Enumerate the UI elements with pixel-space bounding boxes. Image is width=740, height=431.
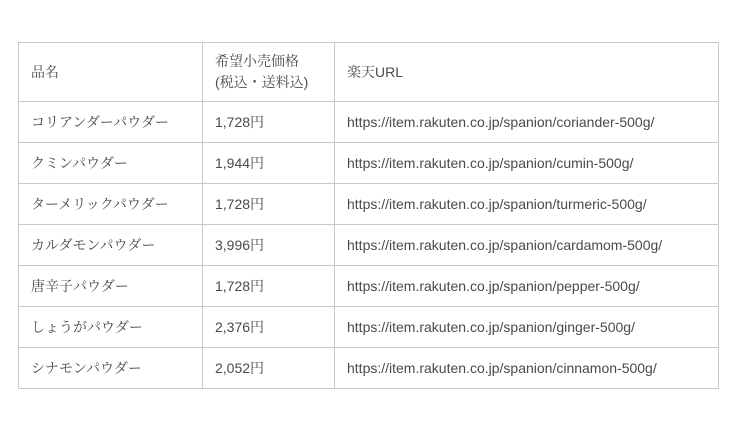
url-cell: https://item.rakuten.co.jp/spanion/ginger-500g/	[335, 307, 719, 348]
price-cell: 2,376円	[203, 307, 335, 348]
table-row	[19, 225, 719, 266]
product-name-cell: しょうがパウダー	[19, 307, 203, 348]
price-cell: 2,052円	[203, 348, 335, 389]
url-cell: https://item.rakuten.co.jp/spanion/cardamom-500g/	[335, 225, 719, 266]
table-row	[19, 266, 719, 307]
url-cell: https://item.rakuten.co.jp/spanion/pepper-500g/	[335, 266, 719, 307]
column-header-product-name: 品名	[19, 43, 203, 102]
product-name-cell: コリアンダーパウダー	[19, 102, 203, 143]
table-header-row	[19, 43, 719, 102]
url-cell: https://item.rakuten.co.jp/spanion/turmeric-500g/	[335, 184, 719, 225]
product-price-table	[18, 42, 719, 389]
table-row	[19, 184, 719, 225]
price-cell: 1,728円	[203, 266, 335, 307]
product-name-cell: クミンパウダー	[19, 143, 203, 184]
price-header-line2: (税込・送料込)	[215, 74, 309, 90]
table-row	[19, 307, 719, 348]
url-cell: https://item.rakuten.co.jp/spanion/cumin-500g/	[335, 143, 719, 184]
product-name-cell: 唐辛子パウダー	[19, 266, 203, 307]
product-table-container	[18, 42, 719, 389]
url-cell: https://item.rakuten.co.jp/spanion/cinnamon-500g/	[335, 348, 719, 389]
price-header-line1: 希望小売価格	[215, 53, 299, 69]
column-header-price	[203, 43, 335, 102]
price-cell: 1,728円	[203, 184, 335, 225]
table-row	[19, 143, 719, 184]
price-cell: 1,944円	[203, 143, 335, 184]
product-name-cell: シナモンパウダー	[19, 348, 203, 389]
product-name-cell: カルダモンパウダー	[19, 225, 203, 266]
price-cell: 3,996円	[203, 225, 335, 266]
column-header-rakuten-url: 楽天URL	[335, 43, 719, 102]
url-cell: https://item.rakuten.co.jp/spanion/coriander-500g/	[335, 102, 719, 143]
table-row	[19, 348, 719, 389]
product-name-cell: ターメリックパウダー	[19, 184, 203, 225]
table-row	[19, 102, 719, 143]
price-cell: 1,728円	[203, 102, 335, 143]
